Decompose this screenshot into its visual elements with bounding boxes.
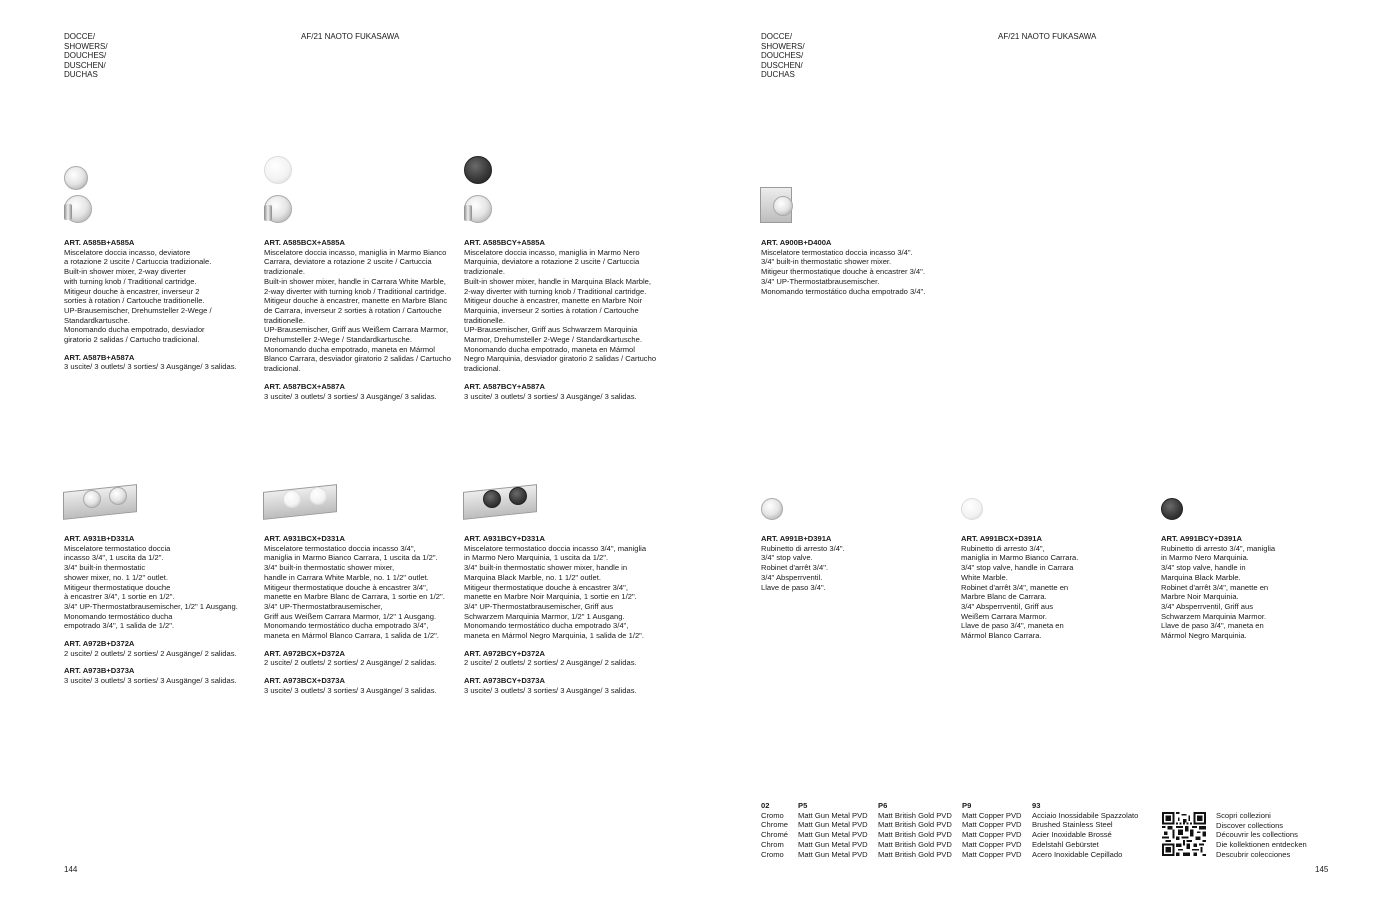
desc-line: Weißem Carrara Marmor. <box>961 611 1047 621</box>
category-line: DUSCHEN/ <box>761 60 803 70</box>
desc-line: Marquina Black Marble. <box>1161 572 1241 582</box>
product-image-a991bcx <box>961 498 983 520</box>
desc-line: 3 uscite/ 3 outlets/ 3 sorties/ 3 Ausgänge/ 3 salidas. <box>264 391 437 401</box>
desc-line: 3/4" stop valve, handle in Carrara <box>961 563 1074 573</box>
desc-line: manette en Marbre Blanc de Carrara, 1 sortie en 1/2". <box>264 592 445 602</box>
category-line: SHOWERS/ <box>64 41 108 51</box>
desc-line: Monomando termostático ducha empotrado 3/4". <box>761 286 926 296</box>
desc-line: 3 uscite/ 3 outlets/ 3 sorties/ 3 Ausgänge/ 3 salidas. <box>464 391 637 401</box>
article-code: ART. A972BCX+D372A <box>264 648 345 658</box>
finish-name: Matt Gun Metal PVD <box>798 820 868 830</box>
discover-line: Discover collections <box>1216 820 1284 830</box>
finish-name: Chrome <box>761 820 789 830</box>
desc-line: Griff aus Weißem Carrara Marmor, 1/2" 1 Ausgang. <box>264 611 437 621</box>
article-code: ART. A585B+A585A <box>64 238 135 247</box>
desc-line: de Carrara, inverseur 2 sorties à rotation / Cartouche <box>264 305 442 315</box>
category-line: DOCCE/ <box>64 32 96 41</box>
desc-line: 3/4" Absperrventil, Griff aus <box>961 601 1054 611</box>
desc-line: 3/4" built-in thermostatic <box>64 563 146 573</box>
article-code: ART. A991B+D391A <box>761 534 832 543</box>
article-code: ART. A587B+A587A <box>64 352 135 362</box>
finish-name: Matt Copper PVD <box>962 810 1022 820</box>
desc-line: Rubinetto di arresto 3/4", maniglia <box>1161 543 1276 553</box>
desc-line: tradizionale. <box>264 267 305 277</box>
desc-line: Monomando termostático ducha empotrado 3/4", <box>464 621 629 631</box>
desc-line: Llave de paso 3/4", maneta en <box>961 621 1064 631</box>
desc-line: Mitigeur thermostatique douche à encastrer 3/4", <box>264 582 428 592</box>
article-code: ART. A972BCY+D372A <box>464 648 545 658</box>
desc-line: Mármol Blanco Carrara. <box>961 631 1042 641</box>
finish-name: Matt Copper PVD <box>962 839 1022 849</box>
desc-line: Monomando ducha empotrado, desviador <box>64 325 205 335</box>
desc-line: 2 uscite/ 2 outlets/ 2 sorties/ 2 Ausgänge/ 2 salidas. <box>64 648 237 658</box>
desc-line: Carrara, deviatore a rotazione 2 uscite / Cartuccia <box>264 257 432 267</box>
desc-line: Mitigeur douche à encastrer, manette en Marbre Blanc <box>264 296 448 306</box>
category-line: DUCHAS <box>761 70 795 80</box>
desc-line: UP-Brausemischer, Griff aus Weißem Carrara Marmor, <box>264 325 449 335</box>
desc-line: Monomando ducha empotrado, maneta en Mármol <box>464 344 635 354</box>
desc-line: Schwarzem Marquinia Marmor, 1/2" 1 Ausgang. <box>464 611 625 621</box>
desc-line: sorties à rotation / Cartouche traditionelle. <box>64 296 205 306</box>
product-desc-a585b <box>64 238 237 372</box>
finish-name: Brushed Stainless Steel <box>1032 820 1113 830</box>
product-desc-a991bcy <box>1161 534 1275 641</box>
finish-name: Matt Gun Metal PVD <box>798 810 868 820</box>
desc-line: Miscelatore termostatico doccia <box>64 543 171 553</box>
desc-line: Mitigeur douche à encastrer, manette en Marbre Noir <box>464 296 643 306</box>
desc-line: Llave de paso 3/4". <box>761 582 826 592</box>
article-code: ART. A931BCY+D331A <box>464 534 545 543</box>
product-desc-a931b <box>64 534 238 686</box>
finish-name: Matt British Gold PVD <box>878 849 952 859</box>
desc-line: Built-in shower mixer, handle in Carrara White Marble, <box>264 276 446 286</box>
desc-line: Built-in shower mixer, handle in Marquina Black Marble, <box>464 276 651 286</box>
desc-line: in Marmo Nero Marquinia, 1 uscita da 1/2". <box>464 553 609 563</box>
desc-line: Monomando termostático ducha empotrado 3/4", <box>264 621 429 631</box>
desc-line: Miscelatore termostatico doccia incasso 3/4". <box>761 247 913 257</box>
desc-line: Miscelatore doccia incasso, maniglia in Marmo Bianco <box>264 247 447 257</box>
product-image-a991b <box>761 498 783 520</box>
desc-line: giratorio 2 salidas / Cartucho tradicional. <box>64 335 200 345</box>
finish-name: Matt Gun Metal PVD <box>798 849 868 859</box>
category-heading <box>761 32 805 80</box>
finish-code: P6 <box>878 801 888 810</box>
page-number: 144 <box>64 865 78 874</box>
product-desc-a931bcy <box>464 534 646 696</box>
finish-name: Acciaio Inossidabile Spazzolato <box>1032 810 1139 820</box>
desc-line: Mármol Negro Marquinia. <box>1161 631 1247 641</box>
product-desc-a585bcx <box>264 238 451 401</box>
desc-line: 2-way diverter with turning knob / Traditional cartridge. <box>264 286 447 296</box>
collection-title: AF/21 NAOTO FUKASAWA <box>998 32 1097 41</box>
desc-line: Drehumsteller 2-Wege / Standardkartusche. <box>264 335 413 345</box>
article-code: ART. A900B+D400A <box>761 238 832 247</box>
desc-line: traditionelle. <box>264 315 305 325</box>
finish-name: Acero Inoxidable Cepillado <box>1032 849 1123 859</box>
desc-line: Marquinia, deviatore a rotazione 2 uscite / Cartuccia <box>464 257 640 267</box>
desc-line: Marbre Noir Marquinia. <box>1161 592 1239 602</box>
desc-line: 3/4" stop valve, handle in <box>1161 563 1246 573</box>
desc-line: Built-in shower mixer, 2-way diverter <box>64 267 186 277</box>
desc-line: 3/4" built-in thermostatic shower mixer, handle in <box>464 563 628 573</box>
discover-line: Descubrir colecciones <box>1216 849 1291 859</box>
article-code: ART. A587BCY+A587A <box>464 381 545 391</box>
desc-line: 3/4" UP-Thermostatbrausemischer. <box>761 276 880 286</box>
article-code: ART. A972B+D372A <box>64 639 135 649</box>
desc-line: Marquina Black Marble, no. 1 1/2" outlet. <box>464 572 601 582</box>
finish-column-93 <box>1032 801 1138 859</box>
desc-line: Miscelatore termostatico doccia incasso 3/4", maniglia <box>464 543 647 553</box>
desc-line: empotrado 3/4", 1 salida de 1/2". <box>64 621 175 631</box>
finish-name: Matt Copper PVD <box>962 849 1022 859</box>
finish-name: Matt Copper PVD <box>962 820 1022 830</box>
desc-line: Robinet d'arrêt 3/4", manette en <box>961 582 1069 592</box>
product-desc-a931bcx <box>264 534 445 696</box>
finish-name: Matt British Gold PVD <box>878 820 952 830</box>
discover-line: Scopri collezioni <box>1216 811 1271 820</box>
finish-name: Acier Inoxidable Brossé <box>1032 830 1112 840</box>
desc-line: Standardkartusche. <box>64 315 130 325</box>
desc-line: Mitigeur douche à encastrer, inverseur 2 <box>64 286 200 296</box>
finish-column-p6 <box>878 801 952 859</box>
category-line: DOCCE/ <box>761 32 793 41</box>
product-image-a585b <box>62 162 92 224</box>
collection-title: AF/21 NAOTO FUKASAWA <box>301 32 400 41</box>
desc-line: Blanco Carrara, desviador giratorio 2 salidas / Cartucho <box>264 354 451 364</box>
desc-line: 3 uscite/ 3 outlets/ 3 sorties/ 3 Ausgänge/ 3 salidas. <box>264 685 437 695</box>
desc-line: with turning knob / Traditional cartridge. <box>64 276 197 286</box>
article-code: ART. A973BCY+D373A <box>464 676 545 686</box>
discover-collections <box>1216 811 1307 860</box>
discover-line: Die kollektionen entdecken <box>1216 840 1307 850</box>
desc-line: 3/4" Absperrventil. <box>761 572 823 582</box>
article-code: ART. A585BCX+A585A <box>264 238 345 247</box>
finish-name: Cromo <box>761 810 784 820</box>
desc-line: in Marmo Nero Marquinia. <box>1161 553 1249 563</box>
desc-line: Marbre Blanc de Carrara. <box>961 592 1047 602</box>
desc-line: à encastrer 3/4", 1 sortie en 1/2". <box>64 592 175 602</box>
desc-line: Rubinetto di arresto 3/4". <box>761 543 845 553</box>
product-image-a900b <box>760 185 796 223</box>
finish-code: P5 <box>798 801 808 810</box>
desc-line: tradizionale. <box>464 267 505 277</box>
desc-line: 3 uscite/ 3 outlets/ 3 sorties/ 3 Ausgänge/ 3 salidas. <box>64 362 237 372</box>
desc-line: Marmor, Drehumsteller 2-Wege / Standardkartusche. <box>464 335 642 345</box>
desc-line: UP-Brausemischer, Drehumsteller 2-Wege / <box>64 305 212 315</box>
desc-line: Llave de paso 3/4", maneta en <box>1161 621 1264 631</box>
desc-line: Mitigeur thermostatique douche à encastrer 3/4", <box>464 582 628 592</box>
product-desc-a900b <box>761 238 925 296</box>
article-code: ART. A931BCX+D331A <box>264 534 345 543</box>
article-code: ART. A991BCY+D391A <box>1161 534 1242 543</box>
finish-name: Cromo <box>761 849 784 859</box>
category-heading <box>64 32 108 80</box>
category-line: DOUCHES/ <box>64 51 107 61</box>
article-code: ART. A585BCY+A585A <box>464 238 545 247</box>
finish-name: Matt British Gold PVD <box>878 830 952 840</box>
desc-line: Mitigeur thermostatique douche <box>64 582 171 592</box>
desc-line: tradicional. <box>264 364 301 374</box>
article-code: ART. A973BCX+D373A <box>264 676 345 686</box>
category-line: DUCHAS <box>64 70 98 80</box>
product-image-a931bcy <box>463 482 539 520</box>
desc-line: Rubinetto di arresto 3/4", <box>961 543 1045 553</box>
desc-line: 3/4" UP-Thermostatbrausemischer, <box>264 601 383 611</box>
category-line: DOUCHES/ <box>761 51 804 61</box>
category-line: SHOWERS/ <box>761 41 805 51</box>
product-desc-a991b <box>761 534 845 592</box>
desc-line: 3 uscite/ 3 outlets/ 3 sorties/ 3 Ausgänge/ 3 salidas. <box>64 676 237 686</box>
article-code: ART. A973B+D373A <box>64 666 135 676</box>
desc-line: Negro Marquinia, desviador giratorio 2 salidas / Cartucho <box>464 354 657 364</box>
desc-line: Marquinia, inverseur 2 sorties à rotation / Cartouche <box>464 305 639 315</box>
finish-name: Edelstahl Gebürstet <box>1032 839 1099 849</box>
desc-line: 3 uscite/ 3 outlets/ 3 sorties/ 3 Ausgänge/ 3 salidas. <box>464 685 637 695</box>
desc-line: UP-Brausemischer, Griff aus Schwarzem Marquinia <box>464 325 638 335</box>
finish-name: Matt Gun Metal PVD <box>798 839 868 849</box>
article-code: ART. A931B+D331A <box>64 534 135 543</box>
desc-line: White Marble. <box>961 572 1008 582</box>
desc-line: 2-way diverter with turning knob / Traditional cartridge. <box>464 286 647 296</box>
desc-line: Robinet d'arrêt 3/4". <box>761 563 829 573</box>
desc-line: traditionelle. <box>464 315 505 325</box>
discover-line: Découvrir les collections <box>1216 830 1298 840</box>
product-image-a585bcy <box>462 155 492 225</box>
product-image-a585bcx <box>262 155 292 225</box>
finish-code: 93 <box>1032 801 1041 810</box>
desc-line: 3/4" Absperrventil, Griff aus <box>1161 601 1254 611</box>
finish-column-p5 <box>798 801 868 859</box>
article-code: ART. A991BCX+D391A <box>961 534 1042 543</box>
finish-name: Matt Copper PVD <box>962 830 1022 840</box>
desc-line: 3/4" stop valve. <box>761 553 813 563</box>
desc-line: Mitigeur thermostatique douche à encastrer 3/4". <box>761 267 925 277</box>
finish-code: P9 <box>962 801 972 810</box>
right-page <box>697 0 1394 904</box>
finish-name: Matt British Gold PVD <box>878 839 952 849</box>
desc-line: incasso 3/4", 1 uscita da 1/2". <box>64 553 164 563</box>
desc-line: Miscelatore termostatico doccia incasso 3/4", <box>264 543 416 553</box>
desc-line: Monomando ducha empotrado, maneta en Mármol <box>264 344 435 354</box>
article-code: ART. A587BCX+A587A <box>264 381 345 391</box>
desc-line: shower mixer, no. 1 1/2" outlet. <box>64 572 168 582</box>
desc-line: handle in Carrara White Marble, no. 1 1/2" outlet. <box>264 572 429 582</box>
product-image-a991bcy <box>1161 498 1183 520</box>
desc-line: Miscelatore doccia incasso, deviatore <box>64 247 191 257</box>
desc-line: 3/4" UP-Thermostatbrausemischer, Griff aus <box>464 601 614 611</box>
desc-line: Miscelatore doccia incasso, maniglia in Marmo Nero <box>464 247 640 257</box>
desc-line: a rotazione 2 uscite / Cartuccia tradizionale. <box>64 257 212 267</box>
page-number: 145 <box>1315 865 1329 874</box>
desc-line: maneta en Mármol Blanco Carrara, 1 salida de 1/2". <box>264 631 439 641</box>
finish-name: Matt Gun Metal PVD <box>798 830 868 840</box>
desc-line: maniglia in Marmo Bianco Carrara. <box>961 553 1079 563</box>
finish-name: Chrom <box>761 839 784 849</box>
desc-line: Schwarzem Marquinia Marmor. <box>1161 611 1267 621</box>
desc-line: Monomando termostático ducha <box>64 611 173 621</box>
desc-line: 3/4" UP-Thermostatbrausemischer, 1/2" 1 Ausgang. <box>64 601 238 611</box>
desc-line: manette en Marbre Noir Marquinia, 1 sortie en 1/2". <box>464 592 637 602</box>
product-desc-a991bcx <box>961 534 1078 641</box>
desc-line: 3/4" built-in thermostatic shower mixer. <box>761 257 892 267</box>
desc-line: maniglia in Marmo Bianco Carrara, 1 uscita da 1/2". <box>264 553 438 563</box>
desc-line: maneta en Mármol Negro Marquinia, 1 salida de 1/2". <box>464 631 644 641</box>
finish-code: 02 <box>761 801 770 810</box>
product-desc-a585bcy <box>464 238 656 401</box>
desc-line: 3/4" built-in thermostatic shower mixer, <box>264 563 395 573</box>
desc-line: 2 uscite/ 2 outlets/ 2 sorties/ 2 Ausgänge/ 2 salidas. <box>264 658 437 668</box>
finish-column-02 <box>761 801 788 859</box>
finish-column-p9 <box>962 801 1022 859</box>
desc-line: Robinet d'arrêt 3/4", manette en <box>1161 582 1269 592</box>
qr-code-icon[interactable] <box>1162 812 1206 856</box>
product-image-a931bcx <box>263 482 339 520</box>
finish-name: Matt British Gold PVD <box>878 810 952 820</box>
product-image-a931b <box>63 482 139 520</box>
finish-name: Chromé <box>761 830 789 840</box>
category-line: DUSCHEN/ <box>64 60 106 70</box>
desc-line: 2 uscite/ 2 outlets/ 2 sorties/ 2 Ausgänge/ 2 salidas. <box>464 658 637 668</box>
desc-line: tradicional. <box>464 364 501 374</box>
